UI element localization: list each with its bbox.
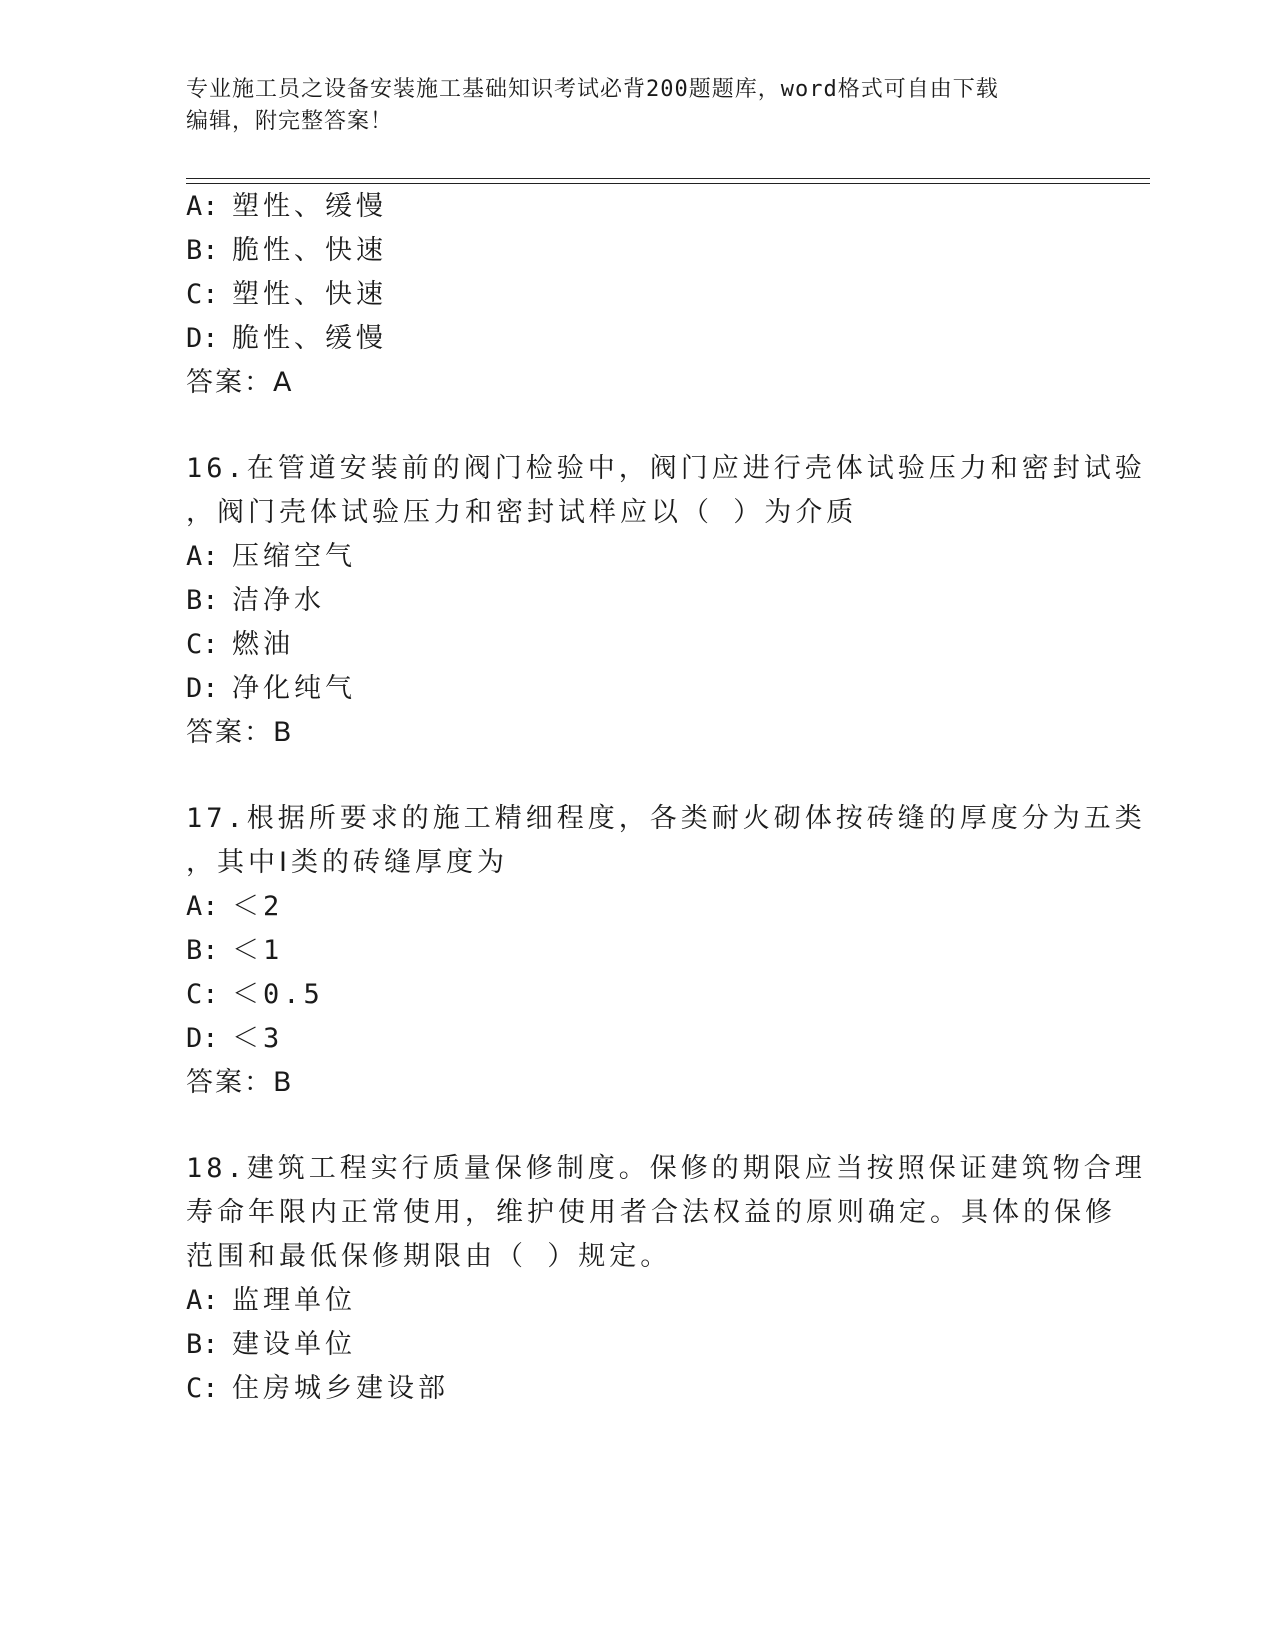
option-d: D: ＜3 [186, 1023, 284, 1054]
header-divider-bottom [186, 183, 1150, 184]
option-b: B: 脆性、快速 [186, 235, 387, 266]
question-16-line-1: 16.在管道安装前的阀门检验中，阀门应进行壳体试验压力和密封试验 [186, 453, 1146, 484]
answer-line: 答案：B [186, 1067, 294, 1098]
question-17-line-2: ，其中Ⅰ类的砖缝厚度为 [186, 847, 508, 878]
option-a: A: 压缩空气 [186, 541, 356, 572]
question-18-line-2: 寿命年限内正常使用，维护使用者合法权益的原则确定。具体的保修 [186, 1197, 1116, 1228]
header-line-1: 专业施工员之设备安装施工基础知识考试必背200题题库，word格式可自由下载 [186, 77, 999, 102]
answer-line: 答案：A [186, 367, 294, 398]
option-c: C: 燃油 [186, 629, 294, 660]
option-b: B: 建设单位 [186, 1329, 356, 1360]
header-divider-top [186, 178, 1150, 179]
option-a: A: 塑性、缓慢 [186, 191, 387, 222]
option-a: A: 监理单位 [186, 1285, 356, 1316]
option-c: C: ＜0.5 [186, 979, 324, 1010]
option-c: C: 住房城乡建设部 [186, 1373, 449, 1404]
header-line-2: 编辑，附完整答案！ [186, 109, 394, 134]
option-a: A: ＜2 [186, 891, 284, 922]
question-18-line-3: 范围和最低保修期限由（ ）规定。 [186, 1241, 672, 1272]
option-c: C: 塑性、快速 [186, 279, 387, 310]
option-d: D: 脆性、缓慢 [186, 323, 387, 354]
option-b: B: ＜1 [186, 935, 284, 966]
question-16-line-2: ，阀门壳体试验压力和密封试样应以（ ）为介质 [186, 497, 858, 528]
option-b: B: 洁净水 [186, 585, 325, 616]
question-18-line-1: 18.建筑工程实行质量保修制度。保修的期限应当按照保证建筑物合理 [186, 1153, 1146, 1184]
question-17-line-1: 17.根据所要求的施工精细程度，各类耐火砌体按砖缝的厚度分为五类 [186, 803, 1146, 834]
option-d: D: 净化纯气 [186, 673, 356, 704]
answer-line: 答案：B [186, 717, 294, 748]
document-header [186, 74, 1066, 138]
